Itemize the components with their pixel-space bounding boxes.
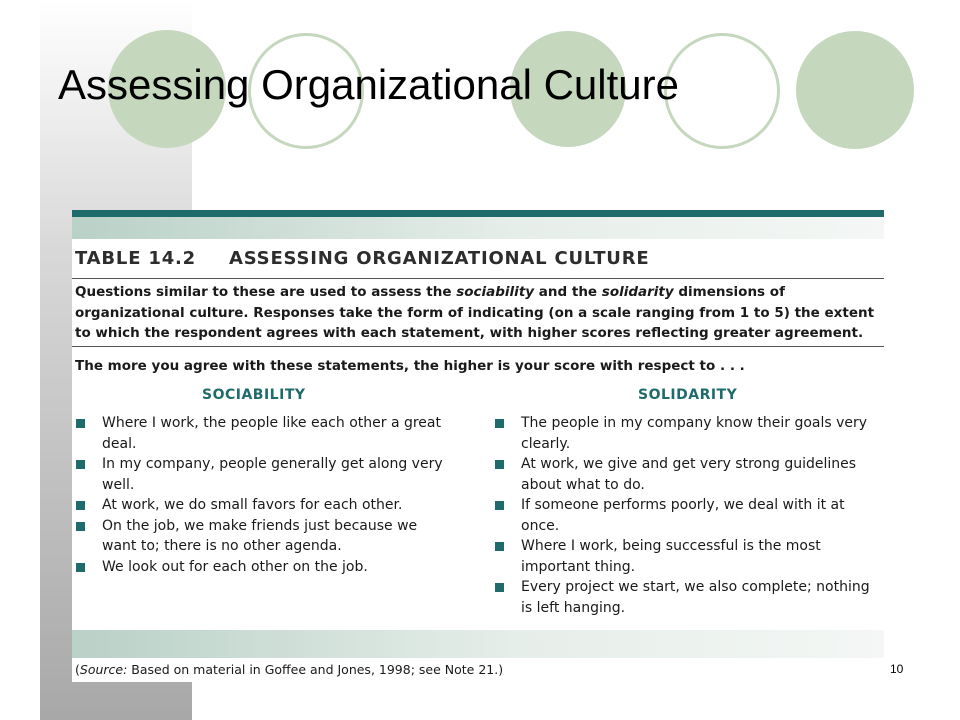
square-bullet-icon [495,542,504,551]
solidarity-list [494,413,880,618]
list-item-text: If someone performs poorly, we deal with it at once. [521,497,845,534]
list-item [494,577,880,618]
heading-rule [72,278,884,279]
square-bullet-icon [76,419,85,428]
intro-text-1: Questions similar to these are used to assess the [75,284,457,300]
list-item-text: On the job, we make friends just because we want to; there is no other agenda. [102,517,418,554]
list-item [75,557,445,578]
table-top-band [72,217,884,239]
list-item-text: In my company, people generally get along very well. [102,456,443,493]
square-bullet-icon [495,501,504,510]
intro-rule [72,346,884,347]
square-bullet-icon [76,563,85,572]
square-bullet-icon [76,460,85,469]
intro-solidarity-term: solidarity [601,284,674,300]
list-item-text: Where I work, the people like each other a great deal. [102,415,441,452]
table-heading [75,248,649,269]
slide-title: Assessing Organizational Culture [58,61,679,108]
list-item [494,536,880,577]
list-item-text: At work, we give and get very strong guidelines about what to do. [521,456,857,493]
list-item-text: The people in my company know their goals very clearly. [521,415,868,452]
decorative-circle-4 [664,33,780,149]
table-source-note [75,662,503,677]
list-item-text: Where I work, being successful is the most important thing. [521,538,821,575]
table-title: ASSESSING ORGANIZATIONAL CULTURE [229,248,650,269]
sociability-list [75,413,445,577]
list-item [75,454,445,495]
solidarity-heading: SOLIDARITY [638,387,738,403]
list-item [494,454,880,495]
list-item [494,413,880,454]
table-number: TABLE 14.2 [75,248,196,269]
table-lead-text: The more you agree with these statements, the higher is your score with respect to . . . [75,358,745,374]
table-bottom-band [72,630,884,658]
square-bullet-icon [76,522,85,531]
list-item-text: Every project we start, we also complete; nothing is left hanging. [521,579,870,616]
page-number: 10 [890,662,904,676]
list-item [75,495,445,516]
square-bullet-icon [495,583,504,592]
square-bullet-icon [495,460,504,469]
sociability-heading: SOCIABILITY [202,387,306,403]
list-item-text: At work, we do small favors for each other. [102,497,403,513]
list-item [75,413,445,454]
intro-sociability-term: sociability [456,284,535,300]
list-item [75,516,445,557]
intro-text-3: dimensions of organizational culture. Responses take the form of indicating (on a scale ranging from 1 to 5) the extent to which the respondent agrees with each statement, with higher scores reflecting greater agreement. [75,284,875,341]
intro-text-2: and the [534,284,602,300]
list-item [494,495,880,536]
table-intro [75,282,883,344]
source-text: Based on material in Goffee and Jones, 1998; see Note 21.) [127,662,504,677]
source-label: Source: [79,662,128,677]
decorative-circle-5 [796,31,914,149]
source-open-paren: ( [75,662,80,677]
table-figure [72,210,884,682]
list-item-text: We look out for each other on the job. [102,558,368,575]
square-bullet-icon [76,501,85,510]
square-bullet-icon [495,419,504,428]
table-top-bar [72,210,884,217]
